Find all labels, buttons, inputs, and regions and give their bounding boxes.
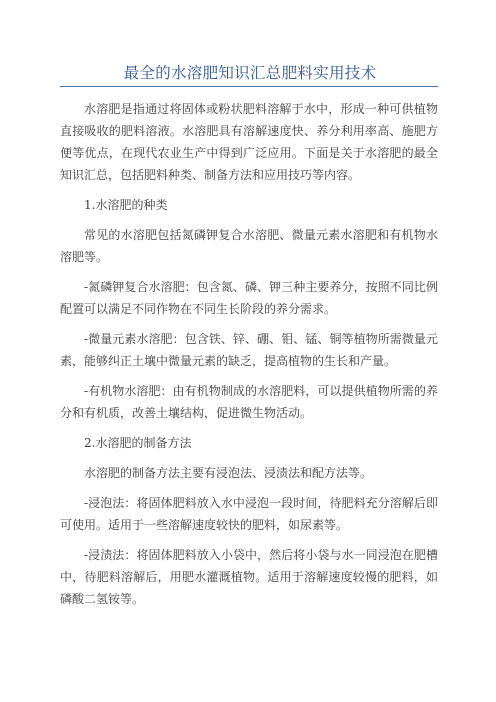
title-underline xyxy=(60,86,438,87)
intro-paragraph: 水溶肥是指通过将固体或粉状肥料溶解于水中，形成一种可供植物直接吸收的肥料溶液。水溶肥具有溶解速度快、养分利用率高、施肥方便等优点，在现代农业生产中得到广泛应用。下面是关于水溶肥的最全知识汇总，包括肥料种类、制备方法和应用技巧等内容。 xyxy=(60,102,438,182)
list-item-trace-elements: -微量元素水溶肥：包含铁、锌、硼、钼、锰、铜等植物所需微量元素，能够纠正土壤中微量元素的缺乏，提高植物的生长和产量。 xyxy=(60,332,438,368)
document-title: 最全的水溶肥知识汇总肥料实用技术 xyxy=(123,64,377,82)
section-heading-types: 1.水溶肥的种类 xyxy=(84,198,168,212)
section-summary-types: 常见的水溶肥包括氮磷钾复合水溶肥、微量元素水溶肥和有机物水溶肥等。 xyxy=(60,228,438,264)
document-body xyxy=(60,98,438,618)
list-item-npk: -氮磷钾复合水溶肥：包含氮、磷、钾三种主要养分，按照不同比例配置可以满足不同作物在不同生长阶段的养分需求。 xyxy=(60,280,438,316)
section-summary-preparation: 水溶肥的制备方法主要有浸泡法、浸渍法和配方法等。 xyxy=(84,466,373,480)
list-item-organic: -有机物水溶肥：由有机物制成的水溶肥料，可以提供植物所需的养分和有机质，改善土壤结构，促进微生物活动。 xyxy=(60,384,438,420)
list-item-steeping: -浸渍法：将固体肥料放入小袋中，然后将小袋与水一同浸泡在肥槽中，待肥料溶解后，用肥水灌溉植物。适用于溶解速度较慢的肥料，如磷酸二氢铵等。 xyxy=(60,548,438,606)
section-heading-preparation: 2.水溶肥的制备方法 xyxy=(84,436,192,450)
list-item-soaking: -浸泡法：将固体肥料放入水中浸泡一段时间，待肥料充分溶解后即可使用。适用于一些溶解速度较快的肥料，如尿素等。 xyxy=(60,496,438,532)
